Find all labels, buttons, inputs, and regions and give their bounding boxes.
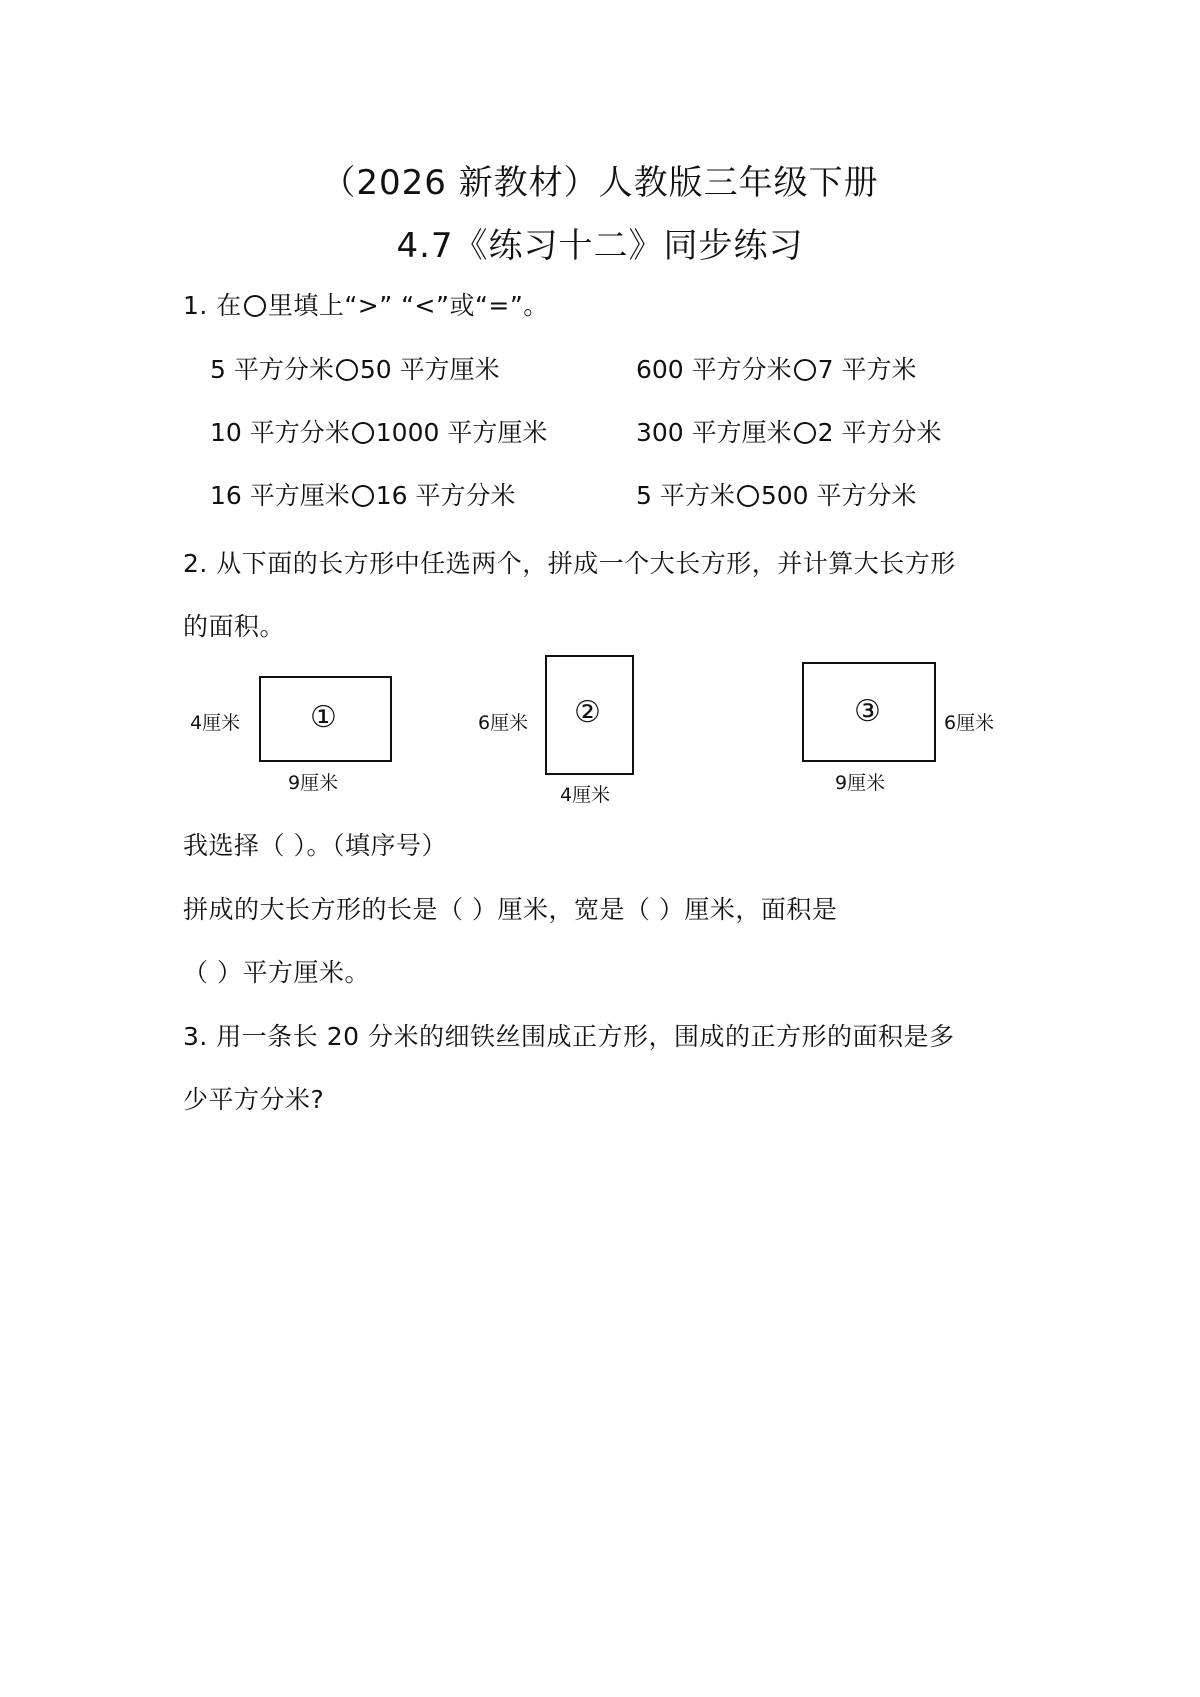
blank-circle-icon[interactable] [352, 485, 374, 507]
question-2-prompt-line-1: 2. 从下面的长方形中任选两个，拼成一个大长方形，并计算大长方形 [183, 549, 956, 578]
compare-right: 500 平方分米 [760, 481, 917, 510]
q1-prompt-suffix: 里填上“>” “<”或“=”。 [267, 291, 549, 320]
rectangle-number: ① [310, 700, 337, 735]
compare-left: 5 平方米 [636, 481, 735, 510]
rectangle-2-width-label: 4厘米 [560, 784, 611, 806]
compare-item-3 [210, 413, 547, 449]
compare-right: 2 平方分米 [817, 418, 942, 447]
rectangle-1-height-label: 4厘米 [190, 712, 241, 734]
blank-circle-icon[interactable] [352, 422, 374, 444]
rectangle-3-width-label: 9厘米 [835, 772, 886, 794]
rectangle-number: ③ [854, 694, 881, 729]
compare-item-6 [636, 476, 917, 512]
compare-left: 16 平方厘米 [210, 481, 350, 510]
blank-circle-icon[interactable] [794, 422, 816, 444]
compare-left: 300 平方厘米 [636, 418, 792, 447]
blank-circle-icon[interactable] [336, 359, 358, 381]
compare-item-1 [210, 350, 500, 386]
compare-right: 7 平方米 [817, 355, 917, 384]
rectangle-3-height-label: 6厘米 [944, 712, 995, 734]
answer-line-2: （ ）平方厘米。 [183, 958, 370, 987]
blank-circle-icon[interactable] [794, 359, 816, 381]
compare-item-2 [636, 350, 917, 386]
question-3-line-1: 3. 用一条长 20 分米的细铁丝围成正方形，围成的正方形的面积是多 [183, 1022, 955, 1051]
rectangle-1 [259, 676, 392, 762]
rectangle-2-height-label: 6厘米 [478, 712, 529, 734]
compare-right: 16 平方分米 [375, 481, 516, 510]
choose-line: 我选择（ ）。（填序号） [183, 831, 447, 860]
rectangle-1-width-label: 9厘米 [288, 772, 339, 794]
question-2-prompt-line-2: 的面积。 [183, 612, 286, 641]
rectangle-2 [545, 655, 634, 775]
answer-line-1: 拼成的大长方形的长是（ ）厘米，宽是（ ）厘米，面积是 [183, 895, 838, 924]
compare-left: 5 平方分米 [210, 355, 334, 384]
worksheet-title: （2026 新教材）人教版三年级下册 [321, 163, 879, 203]
question-1-prompt [183, 286, 549, 322]
compare-right: 1000 平方厘米 [375, 418, 548, 447]
worksheet-subtitle: 4.7《练习十二》同步练习 [396, 226, 804, 266]
rectangle-number: ② [574, 695, 601, 730]
q1-prompt-prefix: 1. 在 [183, 291, 242, 320]
compare-item-5 [210, 476, 516, 512]
compare-left: 600 平方分米 [636, 355, 792, 384]
blank-circle-icon[interactable] [737, 485, 759, 507]
question-3-line-2: 少平方分米? [183, 1085, 325, 1114]
compare-right: 50 平方厘米 [359, 355, 500, 384]
rectangle-3 [802, 662, 936, 762]
blank-circle-icon [244, 295, 266, 317]
compare-left: 10 平方分米 [210, 418, 350, 447]
compare-item-4 [636, 413, 942, 449]
